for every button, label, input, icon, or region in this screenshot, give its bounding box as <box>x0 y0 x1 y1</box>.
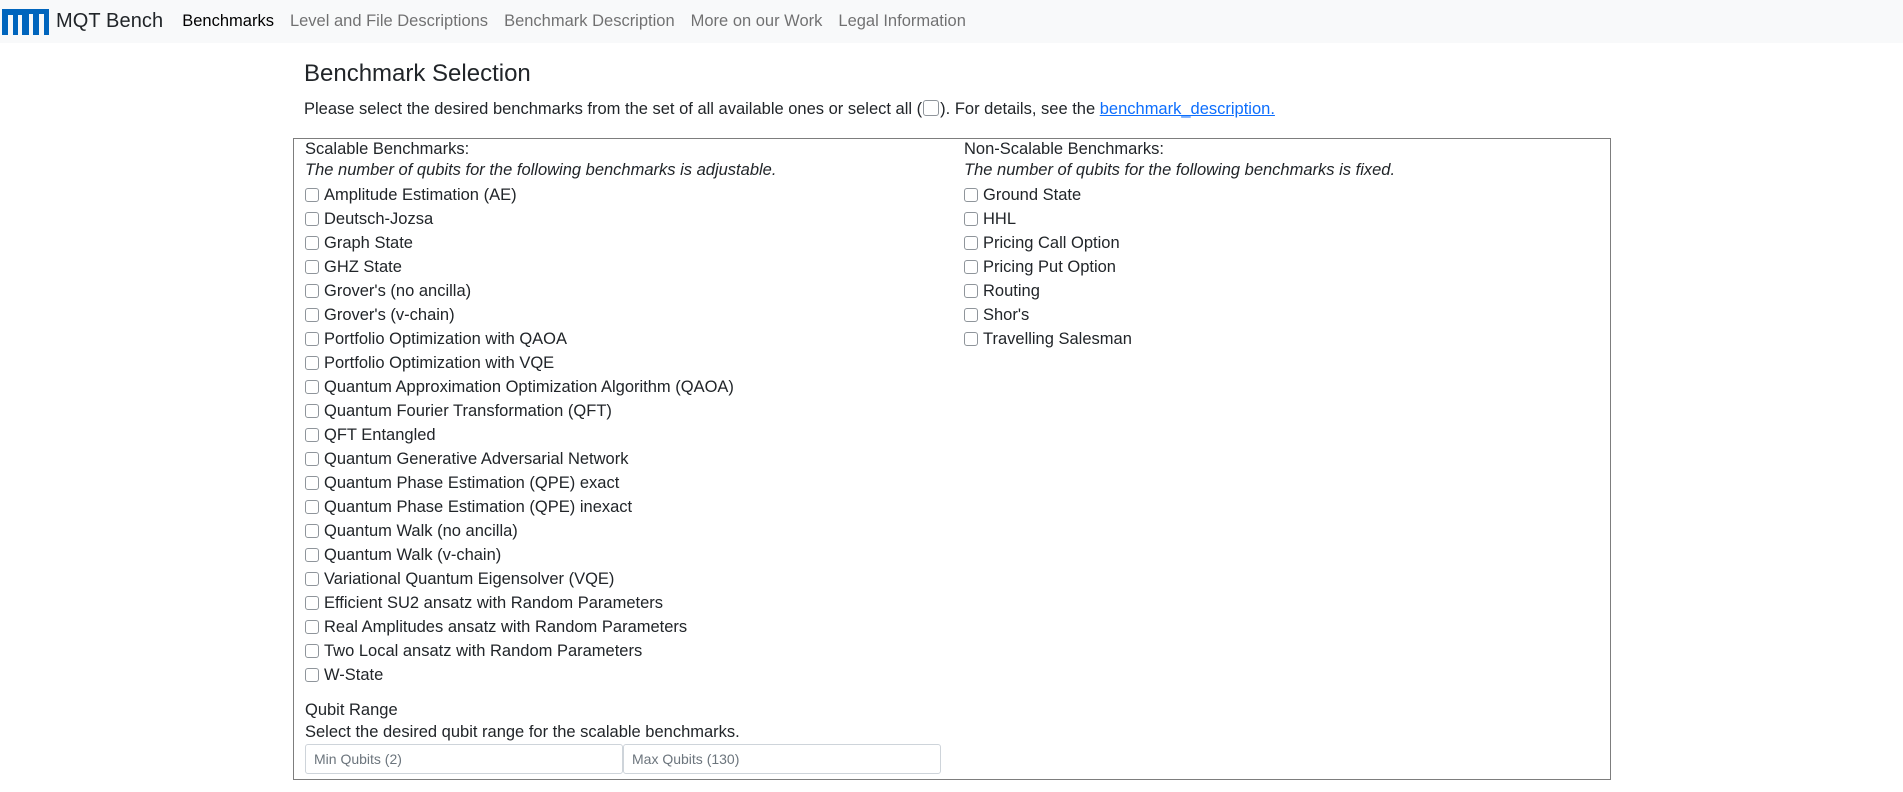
benchmark-option[interactable] <box>305 351 734 375</box>
benchmark-option[interactable] <box>305 303 734 327</box>
benchmark-label: Amplitude Estimation (AE) <box>324 185 517 204</box>
benchmark-label: QFT Entangled <box>324 425 436 444</box>
benchmark-option[interactable] <box>305 231 734 255</box>
benchmark-label: Quantum Walk (no ancilla) <box>324 521 518 540</box>
benchmark-checkbox[interactable] <box>305 476 319 490</box>
benchmark-option[interactable] <box>305 423 734 447</box>
benchmark-label: Quantum Fourier Transformation (QFT) <box>324 401 612 420</box>
benchmark-option[interactable] <box>964 255 1132 279</box>
benchmark-checkbox[interactable] <box>305 188 319 202</box>
benchmark-option[interactable] <box>305 471 734 495</box>
benchmark-label: Routing <box>983 281 1040 300</box>
benchmark-checkbox[interactable] <box>305 524 319 538</box>
scalable-list <box>305 183 734 687</box>
benchmark-option[interactable] <box>964 183 1132 207</box>
benchmark-label: Two Local ansatz with Random Parameters <box>324 641 643 660</box>
benchmark-checkbox[interactable] <box>964 332 978 346</box>
qubit-range-title: Qubit Range <box>305 701 398 719</box>
benchmark-label: Quantum Generative Adversarial Network <box>324 449 629 468</box>
benchmark-option[interactable] <box>305 543 734 567</box>
nav-benchmarks[interactable]: Benchmarks <box>182 12 274 30</box>
benchmark-checkbox[interactable] <box>964 260 978 274</box>
benchmark-label: Graph State <box>324 233 413 252</box>
benchmark-label: Portfolio Optimization with QAOA <box>324 329 568 348</box>
benchmark-selection-box <box>293 138 1611 780</box>
benchmark-label: Deutsch-Jozsa <box>324 209 434 228</box>
benchmark-label: Real Amplitudes ansatz with Random Parameters <box>324 617 688 636</box>
nav-links <box>174 12 974 31</box>
benchmark-checkbox[interactable] <box>305 332 319 346</box>
benchmark-checkbox[interactable] <box>305 284 319 298</box>
tum-logo-icon <box>2 9 49 35</box>
benchmark-label: Quantum Phase Estimation (QPE) inexact <box>324 497 633 516</box>
benchmark-option[interactable] <box>964 231 1132 255</box>
benchmark-option[interactable] <box>305 447 734 471</box>
min-qubits-input[interactable] <box>305 744 623 774</box>
benchmark-checkbox[interactable] <box>964 284 978 298</box>
intro-text <box>304 100 1275 119</box>
non-scalable-list <box>964 183 1132 351</box>
benchmark-label: Shor's <box>983 305 1030 324</box>
benchmark-option[interactable] <box>305 255 734 279</box>
benchmark-option[interactable] <box>305 207 734 231</box>
benchmark-checkbox[interactable] <box>305 428 319 442</box>
benchmark-option[interactable] <box>964 207 1132 231</box>
benchmark-checkbox[interactable] <box>305 452 319 466</box>
benchmark-checkbox[interactable] <box>305 500 319 514</box>
benchmark-checkbox[interactable] <box>305 260 319 274</box>
benchmark-checkbox[interactable] <box>305 308 319 322</box>
top-navbar <box>0 0 1903 43</box>
benchmark-label: Pricing Put Option <box>983 257 1116 276</box>
benchmark-checkbox[interactable] <box>964 236 978 250</box>
benchmark-checkbox[interactable] <box>305 356 319 370</box>
nav-legal-information[interactable]: Legal Information <box>838 12 966 30</box>
benchmark-option[interactable] <box>964 279 1132 303</box>
non-scalable-subtitle: The number of qubits for the following benchmarks is fixed. <box>964 161 1396 179</box>
benchmark-option[interactable] <box>305 663 734 687</box>
benchmark-label: Quantum Phase Estimation (QPE) exact <box>324 473 620 492</box>
benchmark-checkbox[interactable] <box>964 188 978 202</box>
benchmark-label: Travelling Salesman <box>983 329 1132 348</box>
non-scalable-title: Non-Scalable Benchmarks: <box>964 140 1164 158</box>
benchmark-option[interactable] <box>305 327 734 351</box>
benchmark-checkbox[interactable] <box>305 668 319 682</box>
benchmark-checkbox[interactable] <box>305 236 319 250</box>
benchmark-option[interactable] <box>305 279 734 303</box>
benchmark-option[interactable] <box>305 375 734 399</box>
benchmark-label: Ground State <box>983 185 1082 204</box>
scalable-title: Scalable Benchmarks: <box>305 140 470 158</box>
benchmark-option[interactable] <box>964 303 1132 327</box>
benchmark-option[interactable] <box>305 183 734 207</box>
benchmark-label: Quantum Approximation Optimization Algorithm (QAOA) <box>324 377 734 396</box>
benchmark-checkbox[interactable] <box>305 620 319 634</box>
benchmark-checkbox[interactable] <box>964 308 978 322</box>
benchmark-checkbox[interactable] <box>964 212 978 226</box>
page-title: Benchmark Selection <box>304 60 531 87</box>
intro-text-before: Please select the desired benchmarks from the set of all available ones or select all ( <box>304 100 923 118</box>
brand-title: MQT Bench <box>56 10 164 32</box>
benchmark-checkbox[interactable] <box>305 572 319 586</box>
benchmark-checkbox[interactable] <box>305 644 319 658</box>
benchmark-checkbox[interactable] <box>305 380 319 394</box>
benchmark-checkbox[interactable] <box>305 596 319 610</box>
benchmark-option[interactable] <box>305 639 734 663</box>
benchmark-checkbox[interactable] <box>305 404 319 418</box>
benchmark-label: HHL <box>983 209 1017 228</box>
benchmark-label: Quantum Walk (v-chain) <box>324 545 502 564</box>
benchmark-label: Variational Quantum Eigensolver (VQE) <box>324 569 615 588</box>
intro-text-after: ). For details, see the <box>940 100 1100 118</box>
benchmark-option[interactable] <box>305 399 734 423</box>
benchmark-label: GHZ State <box>324 257 402 276</box>
benchmark-label: Efficient SU2 ansatz with Random Parameters <box>324 593 664 612</box>
benchmark-option[interactable] <box>305 567 734 591</box>
nav-more-on-our-work[interactable]: More on our Work <box>690 12 823 30</box>
benchmark-label: Pricing Call Option <box>983 233 1120 252</box>
scalable-subtitle: The number of qubits for the following benchmarks is adjustable. <box>305 161 777 179</box>
benchmark-label: Portfolio Optimization with VQE <box>324 353 555 372</box>
benchmark-checkbox[interactable] <box>305 548 319 562</box>
benchmark-label: Grover's (no ancilla) <box>324 281 472 300</box>
benchmark-label: Grover's (v-chain) <box>324 305 455 324</box>
benchmark-option[interactable] <box>305 591 734 615</box>
benchmark-option[interactable] <box>305 519 734 543</box>
benchmark-option[interactable] <box>305 495 734 519</box>
benchmark-description-link[interactable]: benchmark_description. <box>1099 100 1275 118</box>
max-qubits-input[interactable] <box>623 744 941 774</box>
qubit-range-subtitle: Select the desired qubit range for the scalable benchmarks. <box>305 723 740 741</box>
select-all-checkbox[interactable] <box>923 100 939 116</box>
nav-level-file-descriptions[interactable]: Level and File Descriptions <box>289 12 489 30</box>
benchmark-option[interactable] <box>964 327 1132 351</box>
benchmark-checkbox[interactable] <box>305 212 319 226</box>
brand-link[interactable] <box>2 9 163 35</box>
benchmark-label: W-State <box>324 665 384 684</box>
nav-benchmark-description[interactable]: Benchmark Description <box>504 12 675 30</box>
benchmark-option[interactable] <box>305 615 734 639</box>
